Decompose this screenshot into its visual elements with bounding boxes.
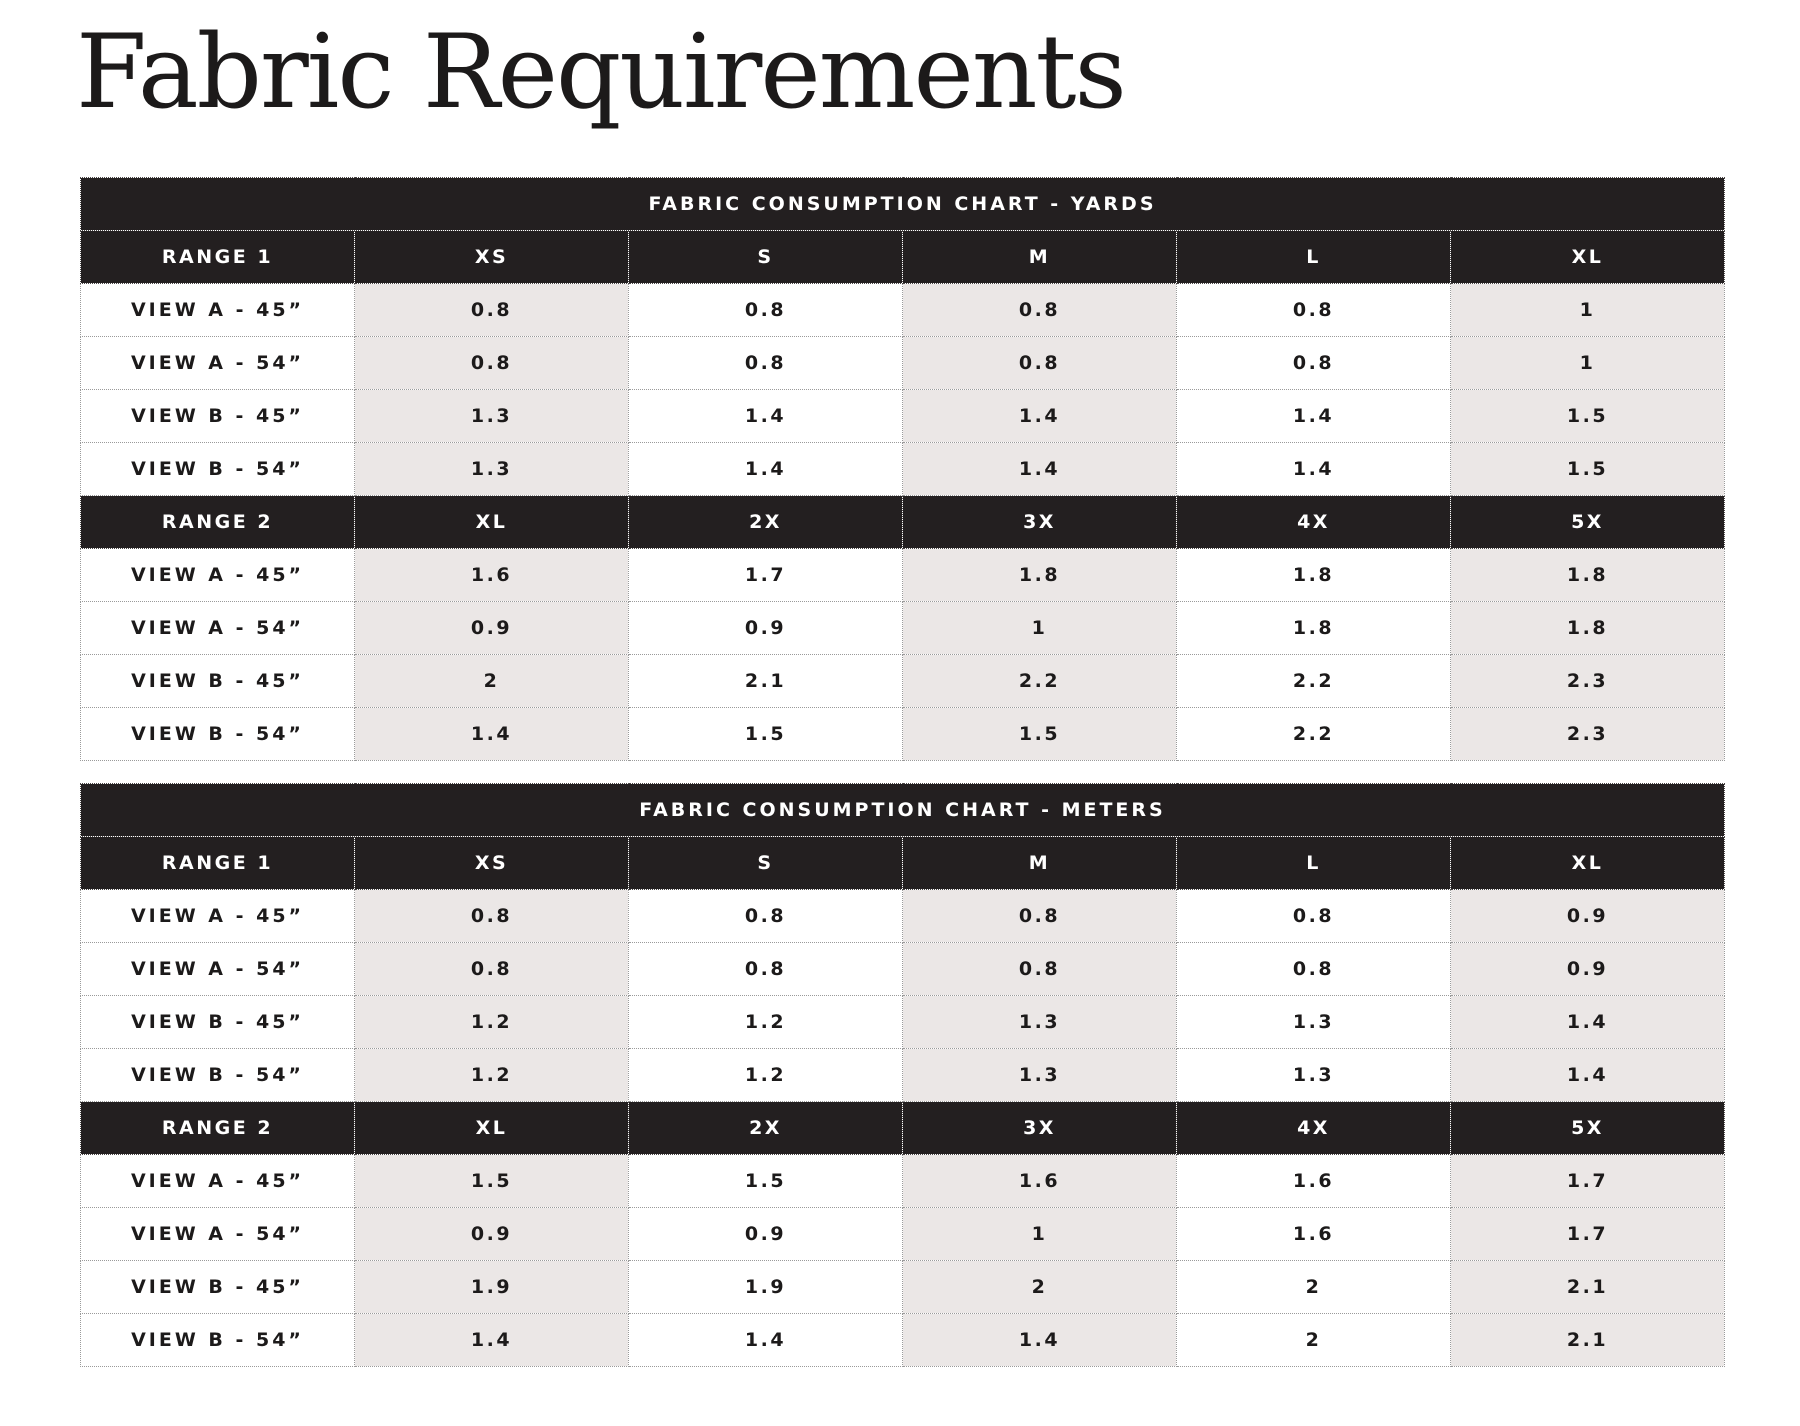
fabric-consumption-table-yards [80, 177, 1725, 761]
fabric-value-cell: 1.4 [629, 443, 903, 496]
fabric-value-cell: 1.6 [903, 1155, 1177, 1208]
size-header: XL [1451, 231, 1725, 284]
fabric-value-cell: 2.1 [629, 655, 903, 708]
fabric-value-cell: 1.4 [903, 390, 1177, 443]
fabric-value-cell: 1.6 [1177, 1208, 1451, 1261]
fabric-value-cell: 0.8 [629, 943, 903, 996]
chart-title: FABRIC CONSUMPTION CHART - YARDS [81, 178, 1725, 231]
chart-title: FABRIC CONSUMPTION CHART - METERS [81, 784, 1725, 837]
page-title: Fabric Requirements [76, 13, 1125, 132]
table-row [81, 284, 1725, 337]
fabric-value-cell: 2.1 [1451, 1261, 1725, 1314]
size-header: S [629, 837, 903, 890]
fabric-value-cell: 0.9 [355, 1208, 629, 1261]
fabric-value-cell: 1.4 [903, 443, 1177, 496]
table-row [81, 1208, 1725, 1261]
size-header: 3X [903, 496, 1177, 549]
fabric-value-cell: 1.3 [903, 996, 1177, 1049]
fabric-value-cell: 1.8 [1177, 549, 1451, 602]
fabric-value-cell: 1.5 [1451, 443, 1725, 496]
fabric-value-cell: 1.6 [1177, 1155, 1451, 1208]
fabric-value-cell: 2 [1177, 1261, 1451, 1314]
view-label: VIEW A - 54” [81, 1208, 355, 1261]
fabric-value-cell: 1.3 [1177, 1049, 1451, 1102]
fabric-value-cell: 1.5 [903, 708, 1177, 761]
view-label: VIEW B - 45” [81, 655, 355, 708]
view-label: VIEW A - 45” [81, 549, 355, 602]
size-header: XL [1451, 837, 1725, 890]
range-label: RANGE 1 [81, 231, 355, 284]
range-label: RANGE 2 [81, 1102, 355, 1155]
size-header: L [1177, 231, 1451, 284]
view-label: VIEW A - 54” [81, 337, 355, 390]
fabric-value-cell: 1.8 [1451, 549, 1725, 602]
fabric-value-cell: 1 [1451, 337, 1725, 390]
fabric-value-cell: 1.2 [629, 1049, 903, 1102]
size-header: XL [355, 496, 629, 549]
size-header: XL [355, 1102, 629, 1155]
fabric-value-cell: 1.5 [355, 1155, 629, 1208]
fabric-value-cell: 1.9 [355, 1261, 629, 1314]
range-label: RANGE 2 [81, 496, 355, 549]
table-row [81, 1261, 1725, 1314]
fabric-value-cell: 0.8 [355, 284, 629, 337]
fabric-value-cell: 0.8 [1177, 284, 1451, 337]
fabric-value-cell: 0.8 [903, 337, 1177, 390]
fabric-value-cell: 0.9 [355, 602, 629, 655]
size-header: L [1177, 837, 1451, 890]
fabric-value-cell: 1 [903, 1208, 1177, 1261]
fabric-value-cell: 1.4 [1451, 1049, 1725, 1102]
table-row [81, 708, 1725, 761]
view-label: VIEW B - 45” [81, 390, 355, 443]
size-header: 5X [1451, 1102, 1725, 1155]
view-label: VIEW A - 45” [81, 1155, 355, 1208]
view-label: VIEW A - 45” [81, 284, 355, 337]
fabric-value-cell: 1 [1451, 284, 1725, 337]
fabric-value-cell: 1.2 [629, 996, 903, 1049]
fabric-value-cell: 0.9 [629, 602, 903, 655]
table-row [81, 1314, 1725, 1367]
fabric-value-cell: 2 [903, 1261, 1177, 1314]
fabric-value-cell: 2.3 [1451, 708, 1725, 761]
fabric-value-cell: 2 [355, 655, 629, 708]
range-label: RANGE 1 [81, 837, 355, 890]
table-row [81, 549, 1725, 602]
fabric-value-cell: 1.4 [1177, 390, 1451, 443]
fabric-value-cell: 1.4 [629, 1314, 903, 1367]
fabric-value-cell: 1.4 [355, 1314, 629, 1367]
fabric-value-cell: 0.8 [903, 943, 1177, 996]
fabric-value-cell: 0.8 [629, 284, 903, 337]
fabric-value-cell: 0.8 [355, 337, 629, 390]
view-label: VIEW B - 54” [81, 1314, 355, 1367]
fabric-value-cell: 0.9 [1451, 943, 1725, 996]
fabric-value-cell: 0.8 [903, 890, 1177, 943]
fabric-consumption-table-meters [80, 783, 1725, 1367]
size-header: XS [355, 231, 629, 284]
fabric-value-cell: 2 [1177, 1314, 1451, 1367]
view-label: VIEW A - 45” [81, 890, 355, 943]
table-row [81, 996, 1725, 1049]
table-row [81, 1049, 1725, 1102]
table-row [81, 390, 1725, 443]
table-row [81, 1155, 1725, 1208]
view-label: VIEW B - 54” [81, 708, 355, 761]
fabric-value-cell: 1.6 [355, 549, 629, 602]
fabric-value-cell: 0.8 [903, 284, 1177, 337]
fabric-value-cell: 1.3 [355, 443, 629, 496]
fabric-value-cell: 0.9 [629, 1208, 903, 1261]
fabric-value-cell: 1.5 [629, 708, 903, 761]
fabric-value-cell: 2.2 [1177, 655, 1451, 708]
view-label: VIEW A - 54” [81, 602, 355, 655]
table-row [81, 943, 1725, 996]
fabric-value-cell: 0.8 [1177, 337, 1451, 390]
chart-title-row [81, 178, 1725, 231]
view-label: VIEW B - 54” [81, 1049, 355, 1102]
size-header-row [81, 496, 1725, 549]
table-row [81, 443, 1725, 496]
size-header: S [629, 231, 903, 284]
fabric-value-cell: 1.5 [1451, 390, 1725, 443]
fabric-value-cell: 1 [903, 602, 1177, 655]
table-row [81, 602, 1725, 655]
fabric-value-cell: 1.3 [1177, 996, 1451, 1049]
view-label: VIEW B - 54” [81, 443, 355, 496]
fabric-value-cell: 1.3 [355, 390, 629, 443]
fabric-value-cell: 2.1 [1451, 1314, 1725, 1367]
fabric-value-cell: 1.8 [1177, 602, 1451, 655]
fabric-value-cell: 1.4 [903, 1314, 1177, 1367]
size-header-row [81, 837, 1725, 890]
size-header-row [81, 1102, 1725, 1155]
view-label: VIEW A - 54” [81, 943, 355, 996]
view-label: VIEW B - 45” [81, 1261, 355, 1314]
fabric-value-cell: 1.7 [1451, 1155, 1725, 1208]
fabric-value-cell: 1.2 [355, 1049, 629, 1102]
table-row [81, 890, 1725, 943]
fabric-value-cell: 0.8 [1177, 943, 1451, 996]
fabric-value-cell: 0.8 [355, 890, 629, 943]
size-header: 2X [629, 496, 903, 549]
fabric-value-cell: 1.4 [1177, 443, 1451, 496]
size-header: 4X [1177, 1102, 1451, 1155]
table-row [81, 337, 1725, 390]
size-header-row [81, 231, 1725, 284]
fabric-value-cell: 0.8 [355, 943, 629, 996]
fabric-value-cell: 0.9 [1451, 890, 1725, 943]
size-header: 5X [1451, 496, 1725, 549]
fabric-value-cell: 1.5 [629, 1155, 903, 1208]
fabric-value-cell: 1.4 [629, 390, 903, 443]
fabric-value-cell: 1.7 [1451, 1208, 1725, 1261]
fabric-value-cell: 1.4 [355, 708, 629, 761]
fabric-value-cell: 2.2 [1177, 708, 1451, 761]
fabric-value-cell: 0.8 [629, 890, 903, 943]
size-header: 4X [1177, 496, 1451, 549]
size-header: 3X [903, 1102, 1177, 1155]
size-header: M [903, 837, 1177, 890]
fabric-value-cell: 1.9 [629, 1261, 903, 1314]
chart-title-row [81, 784, 1725, 837]
size-header: 2X [629, 1102, 903, 1155]
fabric-value-cell: 1.7 [629, 549, 903, 602]
fabric-value-cell: 0.8 [1177, 890, 1451, 943]
fabric-value-cell: 0.8 [629, 337, 903, 390]
fabric-value-cell: 2.2 [903, 655, 1177, 708]
fabric-value-cell: 1.2 [355, 996, 629, 1049]
fabric-value-cell: 1.8 [903, 549, 1177, 602]
fabric-value-cell: 1.4 [1451, 996, 1725, 1049]
size-header: M [903, 231, 1177, 284]
fabric-value-cell: 1.8 [1451, 602, 1725, 655]
view-label: VIEW B - 45” [81, 996, 355, 1049]
fabric-value-cell: 1.3 [903, 1049, 1177, 1102]
fabric-value-cell: 2.3 [1451, 655, 1725, 708]
size-header: XS [355, 837, 629, 890]
table-row [81, 655, 1725, 708]
